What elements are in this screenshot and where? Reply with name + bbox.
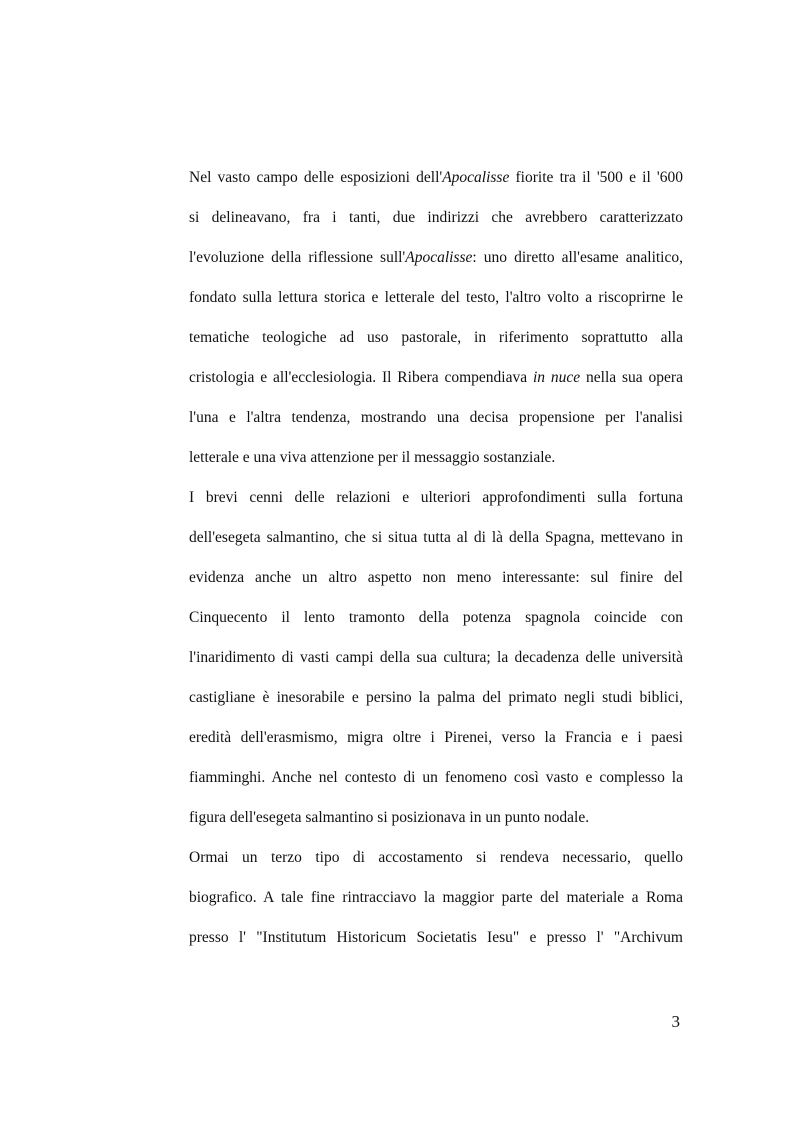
text-run: letterale e una viva attenzione per il messaggio sostanziale. — [189, 449, 556, 466]
text-run: l'evoluzione della riflessione sull' — [189, 249, 406, 266]
text-line — [189, 763, 683, 803]
text-run: nella sua opera — [580, 369, 683, 386]
text-run: Ormai un terzo tipo di accostamento si rendeva necessario, quello — [189, 849, 683, 866]
text-line — [189, 643, 683, 683]
text-run: si delineavano, fra i tanti, due indirizzi che avrebbero caratterizzato — [189, 209, 683, 226]
text-run: : uno diretto all'esame analitico, — [472, 249, 683, 266]
text-line — [189, 723, 683, 763]
text-line — [189, 203, 683, 243]
text-line — [189, 523, 683, 563]
text-run: presso l' "Institutum Historicum Societatis Iesu" e presso l' "Archivum — [189, 929, 683, 946]
text-line — [189, 403, 683, 443]
text-run: I brevi cenni delle relazioni e ulteriori approfondimenti sulla fortuna — [189, 489, 683, 506]
italic-text: Apocalisse — [442, 169, 510, 186]
text-run: Cinquecento il lento tramonto della potenza spagnola coincide con — [189, 609, 683, 626]
text-line — [189, 883, 683, 923]
text-run: fiamminghi. Anche nel contesto di un fenomeno così vasto e complesso la — [189, 769, 683, 786]
italic-text: Apocalisse — [405, 249, 473, 266]
text-run: tematiche teologiche ad uso pastorale, in riferimento soprattutto alla — [189, 329, 683, 346]
text-line — [189, 803, 683, 843]
text-run: figura dell'esegeta salmantino si posizionava in un punto nodale. — [189, 809, 590, 826]
body-text — [189, 163, 683, 963]
text-run: fiorite tra il '500 e il '600 — [509, 169, 683, 186]
text-line — [189, 443, 683, 483]
text-line — [189, 323, 683, 363]
text-run: fondato sulla lettura storica e letterale del testo, l'altro volto a riscoprirne le — [189, 289, 683, 306]
text-line — [189, 923, 683, 963]
text-line — [189, 243, 683, 283]
text-run: biografico. A tale fine rintracciavo la maggior parte del materiale a Roma — [189, 889, 683, 906]
text-line — [189, 843, 683, 883]
text-line — [189, 283, 683, 323]
italic-text: in nuce — [532, 369, 581, 386]
text-line — [189, 483, 683, 523]
text-run: cristologia e all'ecclesiologia. Il Ribera compendiava — [189, 369, 533, 386]
text-run: eredità dell'erasmismo, migra oltre i Pirenei, verso la Francia e i paesi — [189, 729, 683, 746]
text-line — [189, 683, 683, 723]
text-line — [189, 603, 683, 643]
text-run: l'inaridimento di vasti campi della sua cultura; la decadenza delle università — [189, 649, 683, 666]
text-run: l'una e l'altra tendenza, mostrando una decisa propensione per l'analisi — [189, 409, 683, 426]
text-run: evidenza anche un altro aspetto non meno interessante: sul finire del — [189, 569, 683, 586]
page-number: 3 — [671, 1012, 680, 1031]
text-line — [189, 163, 683, 203]
text-run: Nel vasto campo delle esposizioni dell' — [189, 169, 443, 186]
text-line — [189, 563, 683, 603]
text-run: castigliane è inesorabile e persino la palma del primato negli studi biblici, — [189, 689, 683, 706]
text-line — [189, 363, 683, 403]
text-run: dell'esegeta salmantino, che si situa tutta al di là della Spagna, mettevano in — [189, 529, 683, 546]
